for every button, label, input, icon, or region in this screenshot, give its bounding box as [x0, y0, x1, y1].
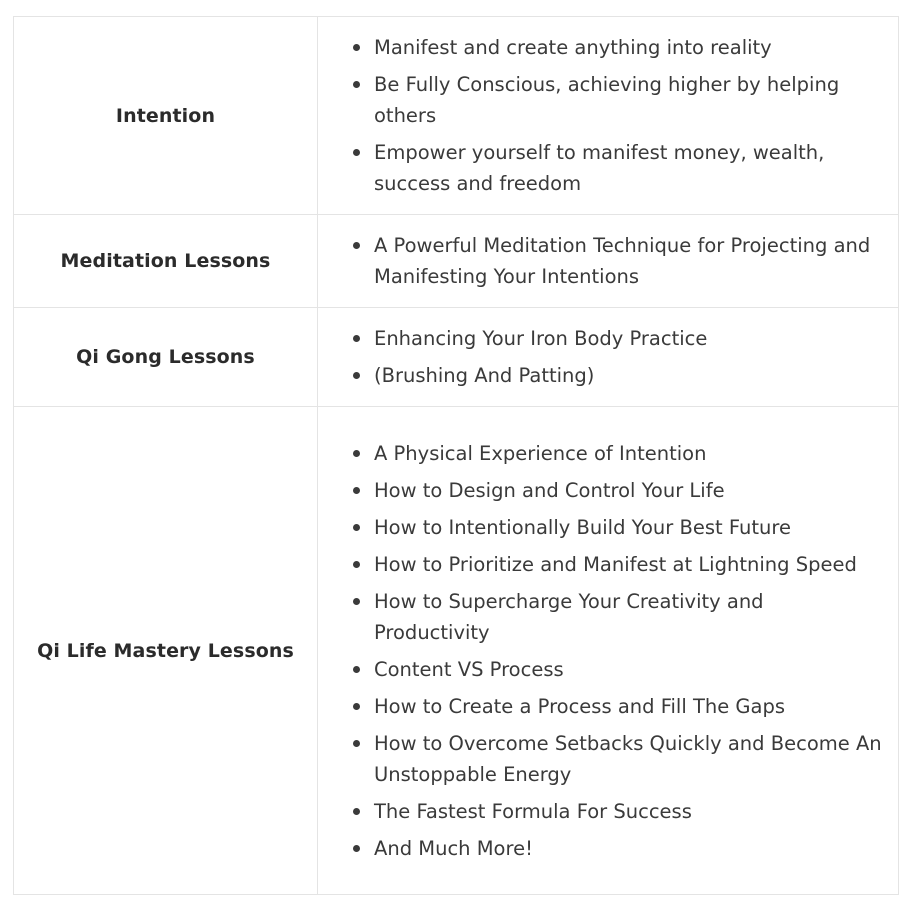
- topic-label-intention: Intention: [115, 104, 216, 127]
- list-item: Content VS Process: [374, 654, 884, 685]
- table-row-meditation: [14, 215, 899, 308]
- list-item: How to Design and Control Your Life: [374, 475, 884, 506]
- list-item: How to Prioritize and Manifest at Lightning Speed: [374, 549, 884, 580]
- list-item: Empower yourself to manifest money, wealth, success and freedom: [374, 137, 884, 199]
- list-item: And Much More!: [374, 833, 884, 864]
- topic-cell: [14, 407, 318, 895]
- topic-cell: [14, 308, 318, 407]
- topic-cell: [14, 215, 318, 308]
- items-cell: [318, 215, 899, 308]
- list-item: Be Fully Conscious, achieving higher by helping others: [374, 69, 884, 131]
- list-item: How to Create a Process and Fill The Gaps: [374, 691, 884, 722]
- list-item: A Physical Experience of Intention: [374, 438, 884, 469]
- course-content-table: [13, 16, 899, 895]
- list-item: A Powerful Meditation Technique for Projecting and Manifesting Your Intentions: [374, 230, 884, 292]
- items-cell: [318, 407, 899, 895]
- items-cell: [318, 17, 899, 215]
- topic-label-qi-gong: Qi Gong Lessons: [76, 346, 255, 368]
- list-item: How to Intentionally Build Your Best Future: [374, 512, 884, 543]
- topic-cell: [14, 17, 318, 215]
- items-cell: [318, 308, 899, 407]
- list-item: Manifest and create anything into reality: [374, 32, 884, 63]
- items-list: [318, 309, 898, 405]
- list-item: The Fastest Formula For Success: [374, 796, 884, 827]
- topic-label-qi-life-mastery: Qi Life Mastery Lessons: [37, 639, 294, 662]
- table-row-qi-gong: [14, 308, 899, 407]
- items-list: [318, 18, 898, 213]
- list-item: Enhancing Your Iron Body Practice: [374, 323, 884, 354]
- table-row-intention: [14, 17, 899, 215]
- items-list: [318, 424, 898, 878]
- list-item: (Brushing And Patting): [374, 360, 884, 391]
- items-list: [318, 216, 898, 306]
- table-row-qi-life-mastery: [14, 407, 899, 895]
- list-item: How to Overcome Setbacks Quickly and Become An Unstoppable Energy: [374, 728, 884, 790]
- topic-label-meditation: Meditation Lessons: [60, 250, 271, 272]
- list-item: How to Supercharge Your Creativity and Productivity: [374, 586, 884, 648]
